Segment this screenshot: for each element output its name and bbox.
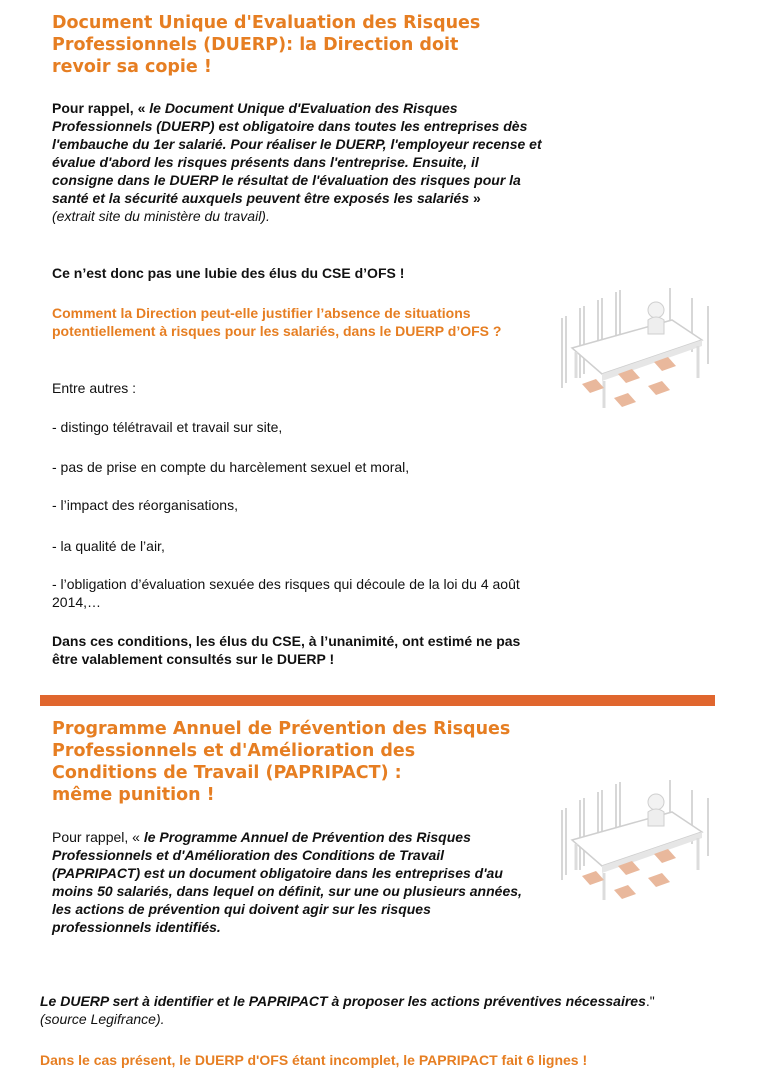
footer-quote-tail: ." bbox=[645, 993, 655, 1009]
intro-quote: le Document Unique d'Evaluation des Risques Professionnels (DUERP) est obligatoire dans toutes les entreprises dès l'embauche du 1er salarié. Pour réaliser le DUERP, l'employeur recense et évalue d'abord les risques présents dans l'entreprise. Ensuite, il consigne dans le DUERP le résultat de l'évaluation des risques pour la santé et la sécurité auxquels peuvent être exposés les salariés bbox=[52, 100, 542, 206]
intro-source: (extrait site du ministère du travail). bbox=[52, 208, 270, 224]
section1-conclusion: Dans ces conditions, les élus du CSE, à l’unanimité, ont estimé ne pas être valablement consultés sur le DUERP ! bbox=[52, 633, 521, 667]
intro-lead: Pour rappel, « bbox=[52, 829, 144, 845]
footer-source: (source Legifrance). bbox=[40, 1011, 165, 1027]
section1-statement: Ce n’est donc pas une lubie des élus du CSE d’OFS ! bbox=[52, 265, 405, 281]
footer-quote bbox=[40, 992, 680, 1028]
list-item: - distingo télétravail et travail sur site, bbox=[52, 419, 283, 435]
section-divider bbox=[40, 695, 715, 706]
meeting-table-illustration bbox=[552, 770, 712, 910]
section1-intro bbox=[52, 99, 542, 225]
list-item: - l’impact des réorganisations, bbox=[52, 497, 238, 513]
section2-title-line: Programme Annuel de Prévention des Risques bbox=[52, 719, 511, 739]
intro-lead: Pour rappel, « bbox=[52, 100, 150, 116]
intro-close: » bbox=[469, 190, 481, 206]
meeting-table-illustration bbox=[552, 278, 712, 418]
list-item: - la qualité de l’air, bbox=[52, 538, 165, 554]
list-item: - pas de prise en compte du harcèlement sexuel et moral, bbox=[52, 459, 410, 475]
section1-title: Document Unique d'Evaluation des Risques Professionnels (DUERP): la Direction doit revoir sa copie ! bbox=[52, 13, 481, 77]
list-intro: Entre autres : bbox=[52, 380, 137, 396]
section2-title-line: Professionnels et d'Amélioration des bbox=[52, 741, 416, 761]
intro-quote: le Programme Annuel de Prévention des Risques Professionnels et d'Amélioration des Conditions de Travail (PAPRIPACT) est un document obligatoire dans les entreprises d'au moins 50 salariés, dans lequel on définit, sur une ou plusieurs années, les actions de prévention qui doivent agir sur les risques professionnels identifiés. bbox=[52, 829, 522, 935]
list-item: - l’obligation d’évaluation sexuée des risques qui découle de la loi du 4 août 2014,… bbox=[52, 576, 520, 610]
section2-title bbox=[52, 718, 532, 806]
footer-final: Dans le cas présent, le DUERP d'OFS étant incomplet, le PAPRIPACT fait 6 lignes ! bbox=[40, 1052, 588, 1068]
section1-question: Comment la Direction peut-elle justifier l’absence de situations potentiellement à risques pour les salariés, dans le DUERP d’OFS ? bbox=[52, 305, 502, 339]
section2-title-line: Conditions de Travail (PAPRIPACT) : bbox=[52, 763, 402, 783]
section2-intro bbox=[52, 828, 534, 936]
section2-title-line: même punition ! bbox=[52, 785, 215, 805]
footer-quote-text: Le DUERP sert à identifier et le PAPRIPACT à proposer les actions préventives nécessaires bbox=[40, 993, 646, 1009]
